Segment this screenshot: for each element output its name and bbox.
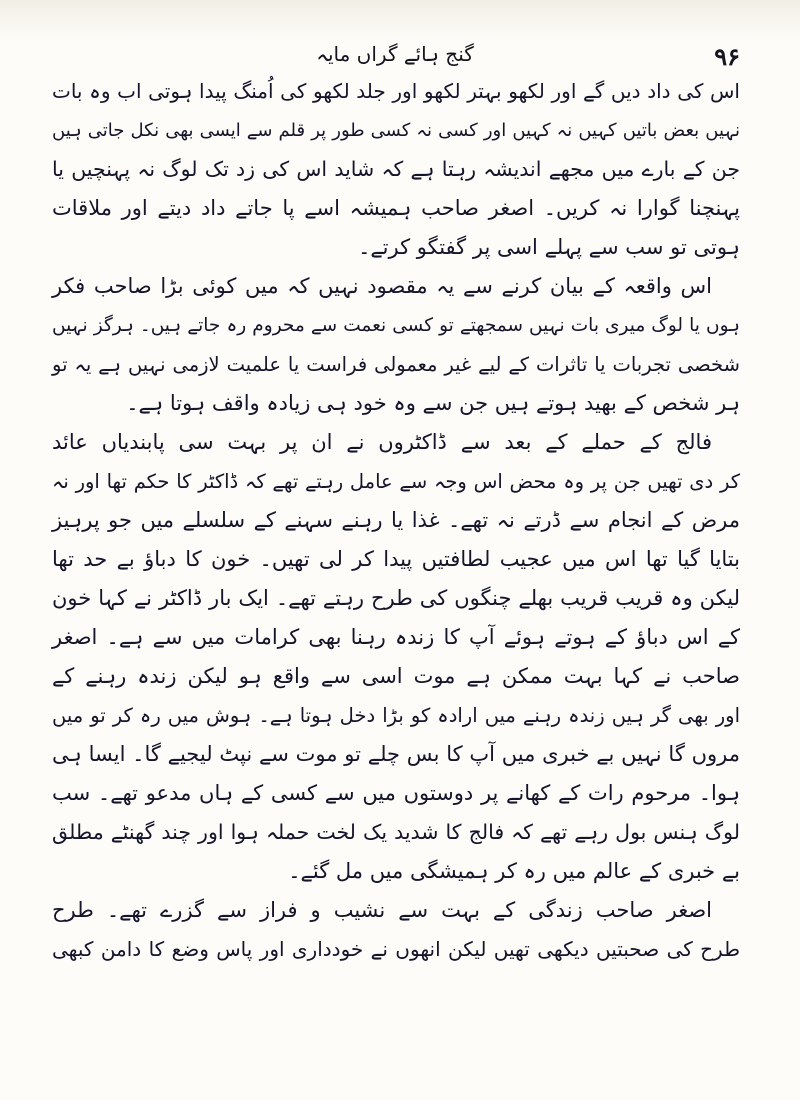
text-line: طرح کی صحبتیں دیکھی تھیں لیکن انھوں نے خودداری اور پاس وضع کا دامن کبھی	[52, 937, 740, 961]
text-line: اس کی داد دیں گے اور لکھو بہتر لکھو اور جلد لکھو کی اُمنگ پیدا ہوتی اب وہ بات	[52, 79, 740, 103]
text-line: ہوتی تو سب سے پہلے اسی پر گفتگو کرتے۔	[358, 235, 740, 259]
text-line: پہنچنا گوارا نہ کریں۔ اصغر صاحب ہمیشہ اسے پا جاتے داد دیتے اور ملاقات	[52, 196, 740, 220]
text-line: مرض کے انجام سے ڈرتے نہ تھے۔ غذا یا رہنے سہنے کے سلسلے میں جو پرہیز	[52, 508, 740, 532]
text-line: فالج کے حملے کے بعد سے ڈاکٹروں نے ان پر بہت سی پابندیاں عائد	[52, 430, 712, 454]
text-line: کر دی تھیں جن پر وہ محض اس وجہ سے عامل رہتے تھے کہ ڈاکٹر کا حکم تھا اور نہ	[52, 470, 740, 493]
text-line: صاحب نے کہا بہت ممکن ہے موت اسی سے واقع ہو لیکن زندہ رہنے کے	[52, 664, 740, 688]
text-line: جن کے بارے میں مجھے اندیشہ رہتا ہے کہ شاید اس کی زد تک لوگ نہ پہنچیں یا	[52, 157, 740, 181]
text-line: بتایا گیا تھا اس میں عجیب لطافتیں پیدا کر لی تھیں۔ خون کا دباؤ بے حد تھا	[52, 547, 740, 571]
text-line: مروں گا نہیں بے خبری میں آپ کا بس چلے تو موت سے نپٹ لیجیے گا۔ ایسا ہی	[52, 742, 740, 766]
text-line: بے خبری کے عالم میں رہ کر ہمیشگی میں مل گئے۔	[288, 859, 740, 883]
text-line: اور بھی گر ہیں زندہ رہنے میں ارادہ کو بڑا دخل ہوتا ہے۔ ہوش میں رہ کر تو میں	[52, 704, 740, 727]
paragraph-4	[52, 891, 740, 969]
text-line: ہر شخص کے بھید ہوتے ہیں جن سے وہ خود ہی زیادہ واقف ہوتا ہے۔	[126, 391, 740, 415]
text-line: ہوں یا لوگ میری بات نہیں سمجھتے تو کسی نعمت سے محروم رہ جاتے ہیں۔ ہرگز نہیں	[52, 315, 740, 336]
text-line: نہیں بعض باتیں کہیں نہ کہیں اور کسی نہ کسی طور پر قلم سے ایسی بھی نکل جاتی ہیں	[52, 120, 740, 141]
text-line: کے اس دباؤ کے ہوتے ہوئے آپ کا زندہ رہنا بھی کرامات میں سے ہے۔ اصغر	[52, 625, 740, 649]
body-text	[52, 72, 740, 969]
text-line: شخصی تجربات یا تاثرات کے لیے غیر معمولی فراست یا علمیت لازمی نہیں ہے یہ تو	[52, 353, 740, 376]
text-line: اصغر صاحب زندگی کے بہت سے نشیب و فراز سے گزرے تھے۔ طرح	[52, 898, 712, 922]
text-line: لوگ ہنس بول رہے تھے کہ فالج کا شدید یک لخت حملہ ہوا اور چند گھنٹے مطلق	[52, 820, 740, 844]
paragraph-2	[52, 267, 740, 423]
text-line: لیکن وہ قریب قریب بھلے چنگوں کی طرح رہتے تھے۔ ایک بار ڈاکٹر نے کہا خون	[52, 586, 740, 610]
running-title: گنج ہائے گراں مایہ	[316, 42, 474, 66]
paragraph-3	[52, 423, 740, 891]
text-line: اس واقعہ کے بیان کرنے سے یہ مقصود نہیں کہ میں کوئی بڑا صاحب فکر	[52, 274, 712, 298]
paragraph-1	[52, 72, 740, 267]
page-number: ۹۶	[714, 42, 740, 71]
text-line: ہوا۔ مرحوم رات کے کھانے پر دوستوں میں سے کسی کے ہاں مدعو تھے۔ سب	[52, 781, 740, 805]
